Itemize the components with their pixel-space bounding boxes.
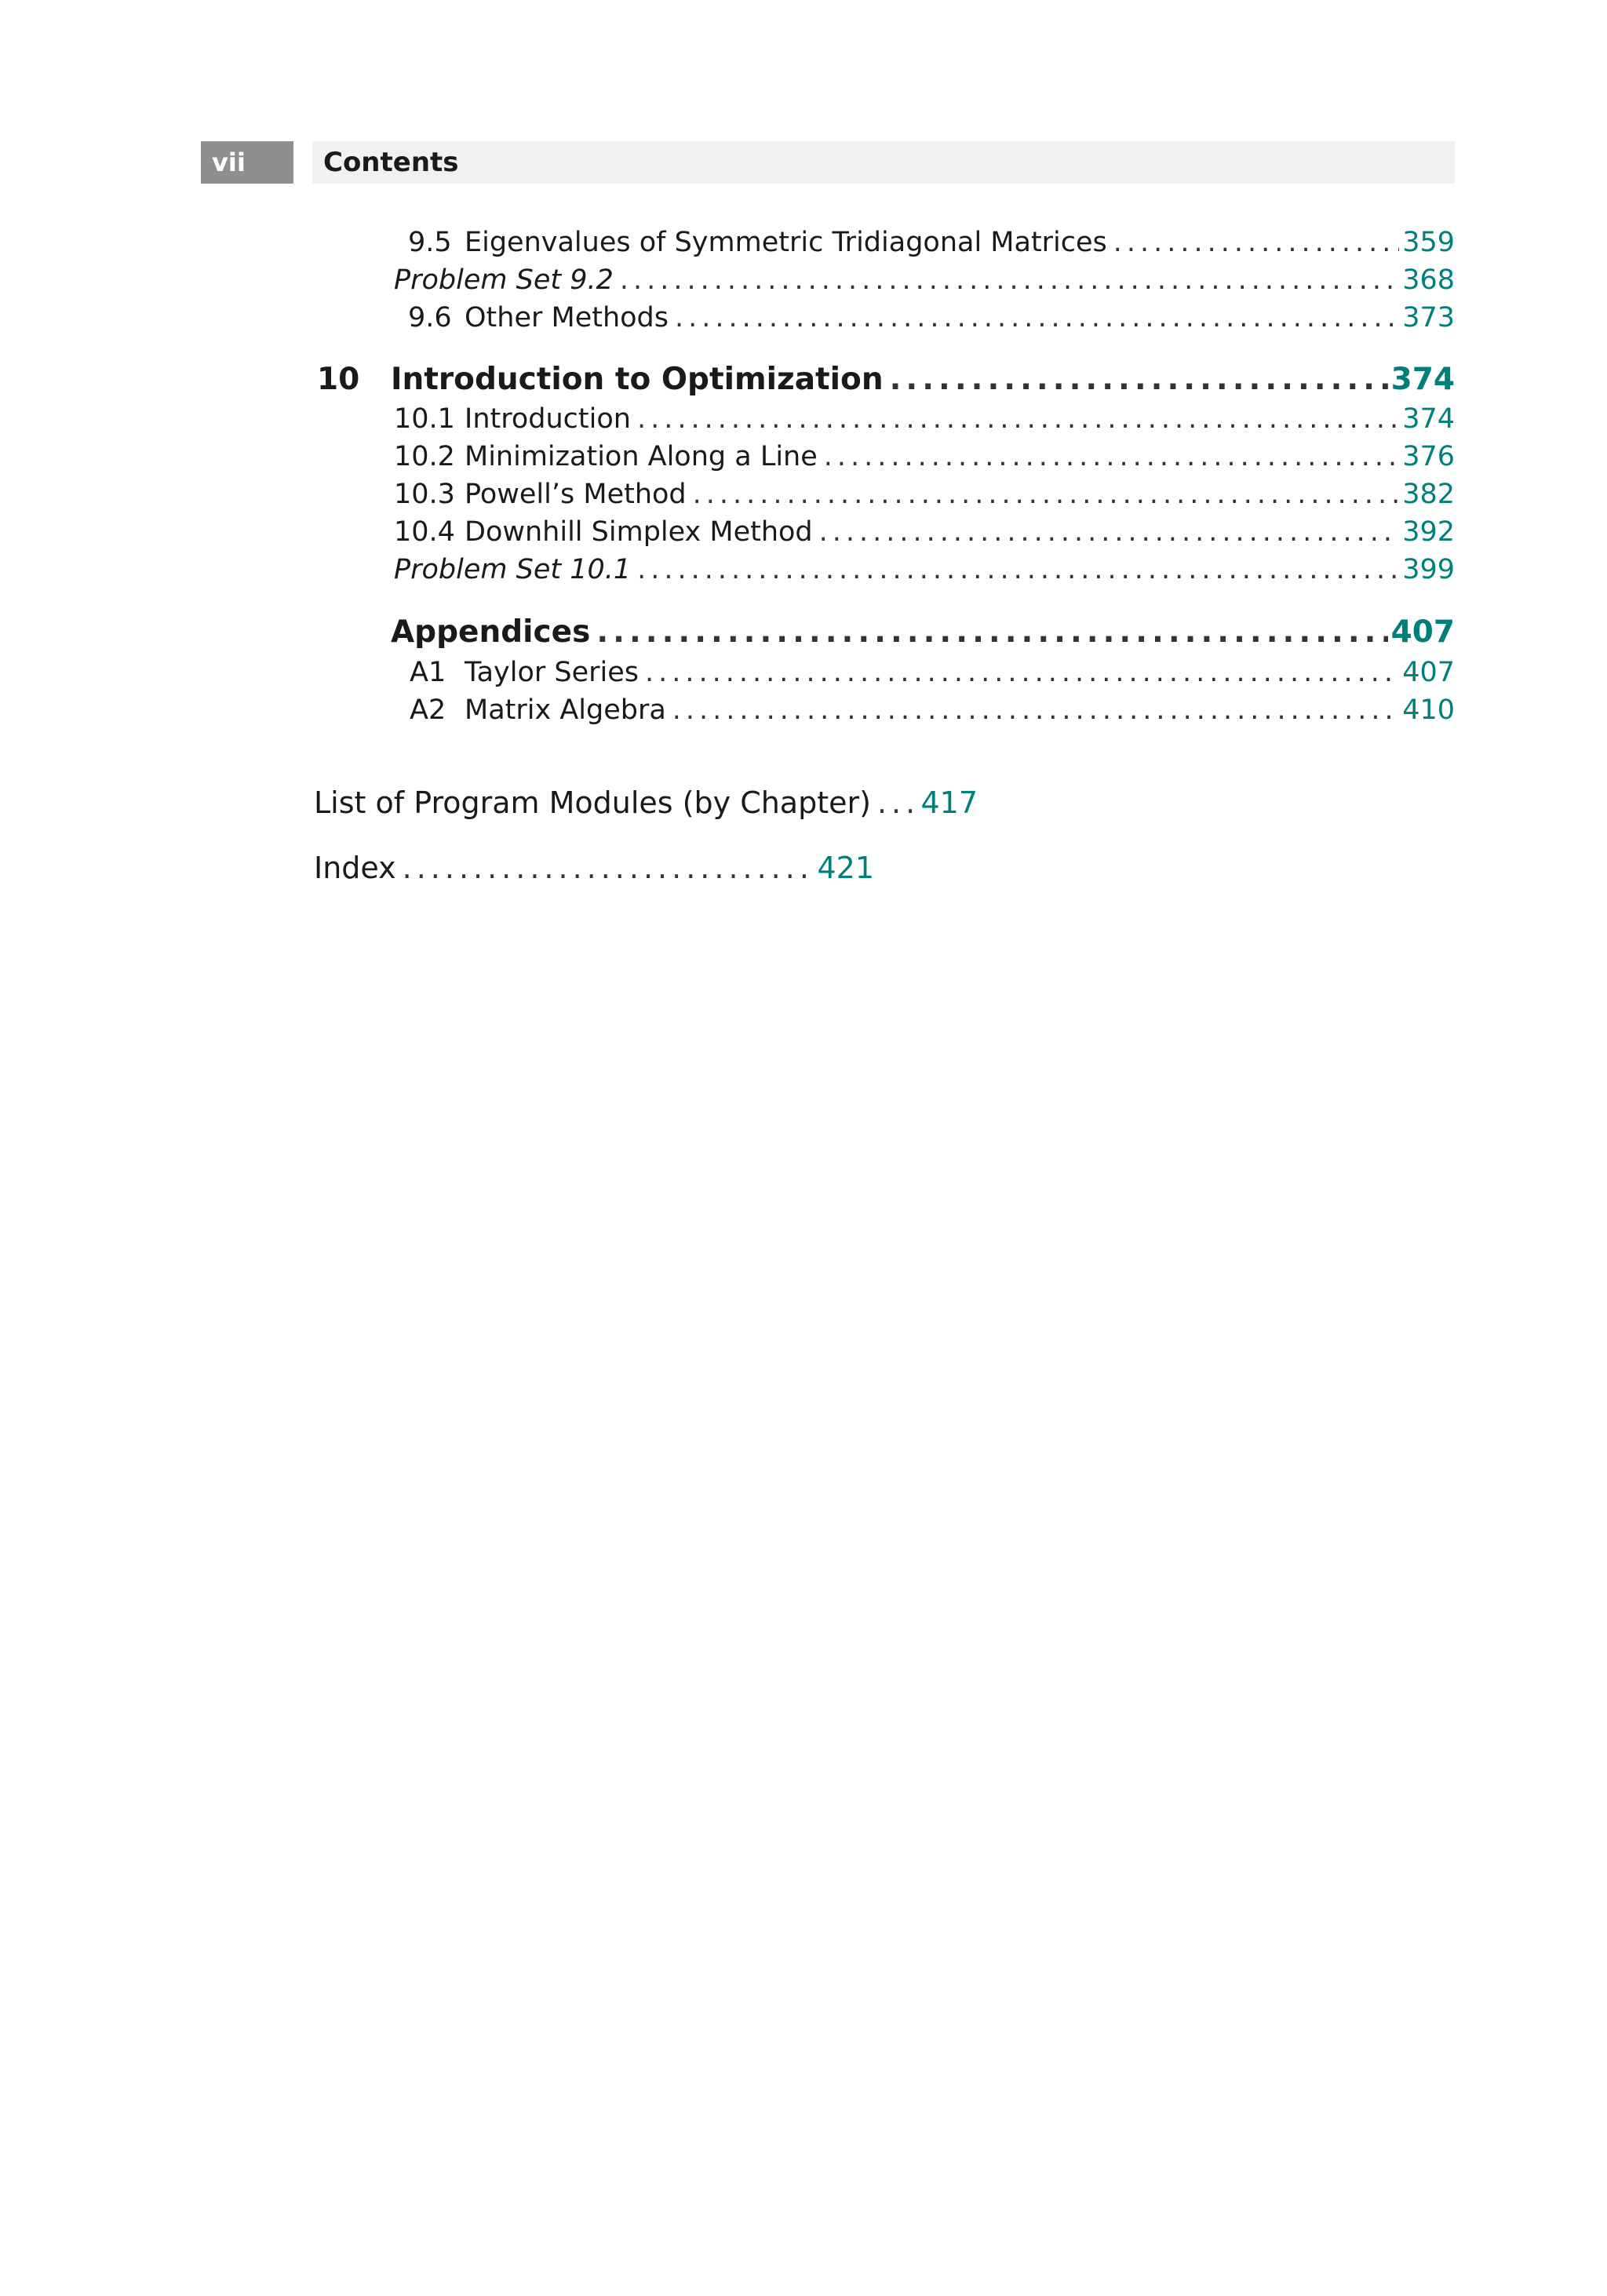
entry-title: Problem Set 10.1 bbox=[394, 554, 632, 585]
toc-entry-10-1[interactable] bbox=[394, 401, 1455, 437]
toc-appendices[interactable] bbox=[391, 614, 1455, 651]
running-title-bar bbox=[312, 141, 1455, 184]
leader-dots bbox=[824, 439, 1399, 475]
section-number: 10.4 bbox=[394, 516, 455, 548]
page-ref[interactable]: 399 bbox=[1402, 554, 1455, 585]
toc-entry-a2[interactable] bbox=[410, 692, 1455, 728]
section-number: 9.6 bbox=[408, 302, 452, 333]
page-ref[interactable]: 376 bbox=[1402, 441, 1455, 472]
page-ref[interactable]: 373 bbox=[1402, 302, 1455, 333]
chapter-title: Introduction to Optimization bbox=[391, 362, 884, 397]
entry-title: Powell’s Method bbox=[465, 479, 687, 510]
leader-dots bbox=[675, 300, 1399, 336]
leader-dots bbox=[890, 362, 1388, 398]
section-number: A2 bbox=[410, 694, 446, 726]
toc-entry-10-4[interactable] bbox=[394, 514, 1455, 550]
toc-entry-problem-set-10-1[interactable] bbox=[394, 552, 1455, 588]
entry-title: Taylor Series bbox=[465, 657, 640, 688]
leader-dots bbox=[1113, 224, 1399, 261]
page-ref[interactable]: 359 bbox=[1402, 227, 1455, 258]
leader-dots bbox=[637, 401, 1399, 437]
leader-dots bbox=[877, 785, 918, 821]
entry-title: List of Program Modules (by Chapter) bbox=[314, 785, 871, 820]
page-ref[interactable]: 407 bbox=[1402, 657, 1455, 688]
page-ref[interactable]: 410 bbox=[1402, 694, 1455, 726]
entry-title: Minimization Along a Line bbox=[465, 441, 818, 472]
page-ref[interactable]: 421 bbox=[817, 851, 874, 885]
toc-entry-9-6[interactable] bbox=[408, 300, 1455, 336]
entry-title: Downhill Simplex Method bbox=[465, 516, 813, 548]
entry-title: Matrix Algebra bbox=[465, 694, 666, 726]
page-ref[interactable]: 374 bbox=[1390, 362, 1455, 397]
toc-entry-10-2[interactable] bbox=[394, 439, 1455, 475]
entry-title: Index bbox=[314, 851, 396, 885]
page-ref[interactable]: 374 bbox=[1402, 403, 1455, 435]
section-number: 10.1 bbox=[394, 403, 455, 435]
entry-title: Other Methods bbox=[465, 302, 669, 333]
section-number: 9.5 bbox=[408, 227, 452, 258]
running-title: Contents bbox=[323, 147, 459, 178]
leader-dots bbox=[403, 850, 814, 886]
entry-title: Problem Set 9.2 bbox=[394, 264, 614, 296]
leader-dots bbox=[645, 654, 1399, 691]
toc-chapter-10[interactable] bbox=[317, 362, 1455, 398]
leader-dots bbox=[693, 476, 1400, 512]
toc-program-modules[interactable] bbox=[314, 785, 978, 821]
page-ref[interactable]: 368 bbox=[1402, 264, 1455, 296]
chapter-title: Appendices bbox=[391, 614, 591, 650]
page-ref[interactable]: 407 bbox=[1390, 614, 1455, 650]
toc-index[interactable] bbox=[314, 850, 874, 886]
page-number: vii bbox=[201, 141, 293, 184]
leader-dots bbox=[620, 262, 1399, 298]
leader-dots bbox=[672, 692, 1399, 728]
page-ref[interactable]: 382 bbox=[1402, 479, 1455, 510]
entry-title: Eigenvalues of Symmetric Tridiagonal Matrices bbox=[465, 227, 1107, 258]
toc-entry-problem-set-9-2[interactable] bbox=[394, 262, 1455, 298]
toc-entry-10-3[interactable] bbox=[394, 476, 1455, 512]
leader-dots bbox=[819, 514, 1400, 550]
section-number: 10.3 bbox=[394, 479, 455, 510]
leader-dots bbox=[637, 552, 1399, 588]
page-ref[interactable]: 392 bbox=[1402, 516, 1455, 548]
running-header bbox=[201, 141, 1455, 184]
page-ref[interactable]: 417 bbox=[920, 785, 978, 820]
leader-dots bbox=[596, 614, 1387, 651]
section-number: 10.2 bbox=[394, 441, 455, 472]
toc-entry-a1[interactable] bbox=[410, 654, 1455, 691]
toc-entry-9-5[interactable] bbox=[408, 224, 1455, 261]
section-number: A1 bbox=[410, 657, 446, 688]
entry-title: Introduction bbox=[465, 403, 631, 435]
chapter-number: 10 bbox=[317, 362, 360, 397]
